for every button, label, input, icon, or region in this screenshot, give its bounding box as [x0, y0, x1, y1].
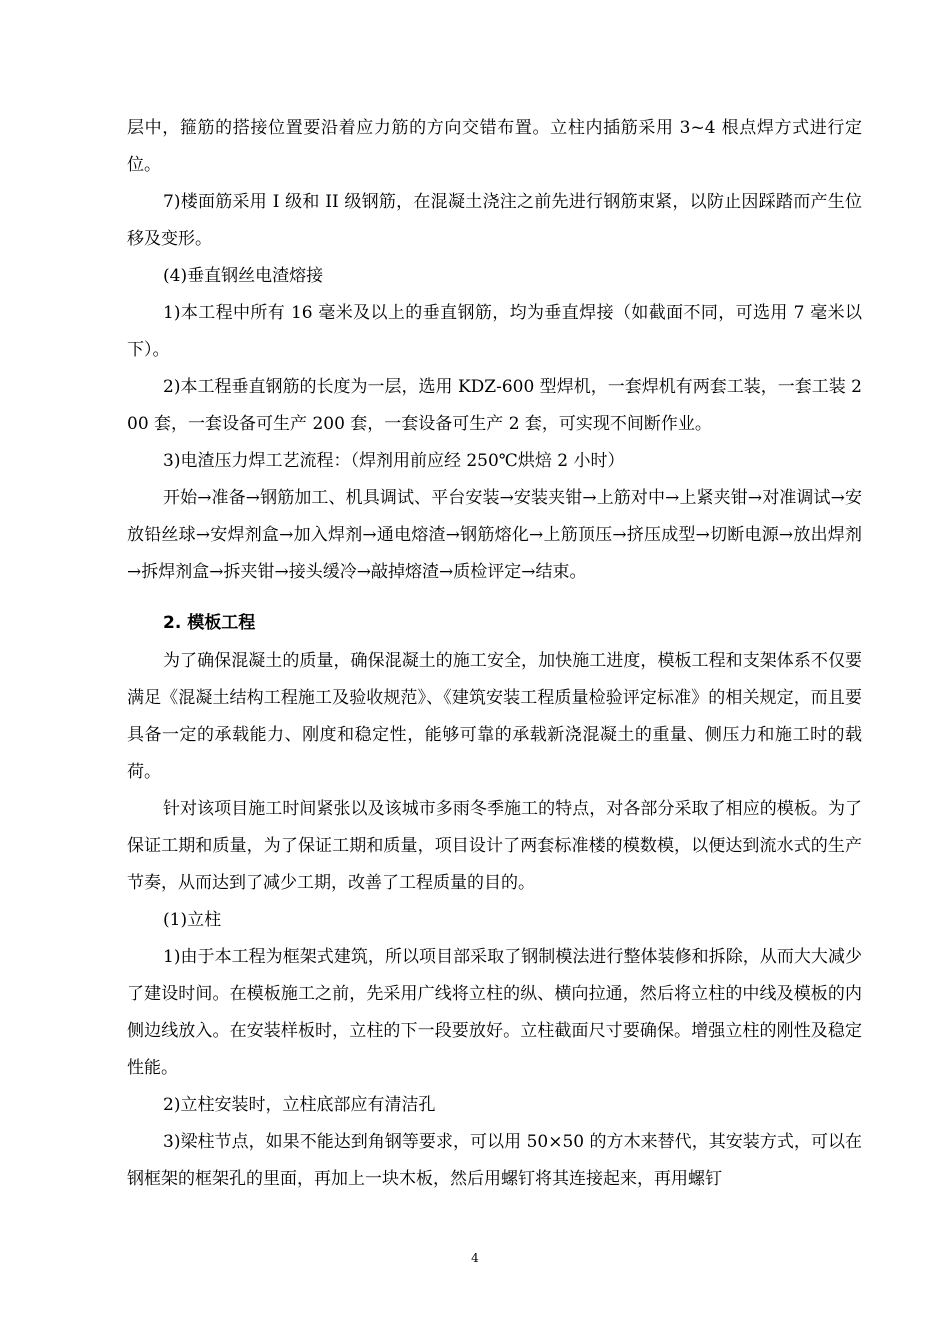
paragraph-item-3: 3)电渣压力焊工艺流程：（焊剂用前应经 250℃烘焙 2 小时）	[163, 451, 625, 471]
paragraph-item-1: 1)本工程中所有 16 毫米及以上的垂直钢筋，均为垂直焊接（如截面不同，可选用 7 毫米以下）。	[127, 303, 862, 360]
paragraph-column-item-1: 1)由于本工程为框架式建筑，所以项目部采取了钢制模法进行整体装修和拆除，从而大大减少了建设时间。在模板施工之前，先采用广线将立柱的纵、横向拉通，然后将立柱的中线及模板的内侧边线放入。在安装样板时，立柱的下一段要放好。立柱截面尺寸要确保。增强立柱的刚性及稳定性能。	[127, 947, 862, 1078]
paragraph-formwork-intro: 为了确保混凝土的质量，确保混凝土的施工安全，加快施工进度，模板工程和支架体系不仅要满足《混凝土结构工程施工及验收规范》、《建筑安装工程质量检验评定标准》的相关规定，而且要具备一定的承载能力、刚度和稳定性，能够可靠的承载新浇混凝土的重量、侧压力和施工时的载荷。	[127, 651, 862, 782]
paragraph-item-2: 2)本工程垂直钢筋的长度为一层，选用 KDZ-600 型焊机，一套焊机有两套工装，一套工装 200 套，一套设备可生产 200 套，一套设备可生产 2 套，可实现不间断作业。	[127, 377, 862, 434]
paragraph-process-flow: 开始→准备→钢筋加工、机具调试、平台安装→安装夹钳→上筋对中→上紧夹钳→对准调试→安放铅丝球→安焊剂盒→加入焊剂→通电熔渣→钢筋熔化→上筋顶压→挤压成型→切断电源→放出焊剂→拆焊剂盒→拆夹钳→接头缓冷→敲掉熔渣→质检评定→结束。	[127, 488, 862, 582]
paragraph-column-item-3: 3)梁柱节点，如果不能达到角钢等要求，可以用 50×50 的方木来替代，其安装方式，可以在钢框架的框架孔的里面，再加上一块木板，然后用螺钉将其连接起来，再用螺钉	[127, 1132, 862, 1189]
paragraph-continuation: 层中，箍筋的搭接位置要沿着应力筋的方向交错布置。立柱内插筋采用 3~4 根点焊方式进行定位。	[127, 118, 862, 175]
subheading-electroslag-welding: (4)垂直钢丝电渣熔接	[163, 266, 324, 286]
page-number: 4	[471, 1251, 479, 1265]
paragraph-formwork-project: 针对该项目施工时间紧张以及该城市多雨冬季施工的特点，对各部分采取了相应的模板。为了保证工期和质量，为了保证工期和质量，项目设计了两套标准楼的模数模，以便达到流水式的生产节奏，从而达到了减少工期，改善了工程质量的目的。	[127, 799, 862, 893]
paragraph-column-item-2: 2)立柱安装时，立柱底部应有清洁孔	[163, 1095, 436, 1115]
document-body	[127, 110, 862, 1198]
subheading-column: (1)立柱	[163, 910, 222, 930]
paragraph-item-7: 7)楼面筋采用 I 级和 II 级钢筋，在混凝土浇注之前先进行钢筋束紧，以防止因踩踏而产生位移及变形。	[127, 192, 862, 249]
section-heading-formwork: 2. 模板工程	[163, 613, 256, 633]
